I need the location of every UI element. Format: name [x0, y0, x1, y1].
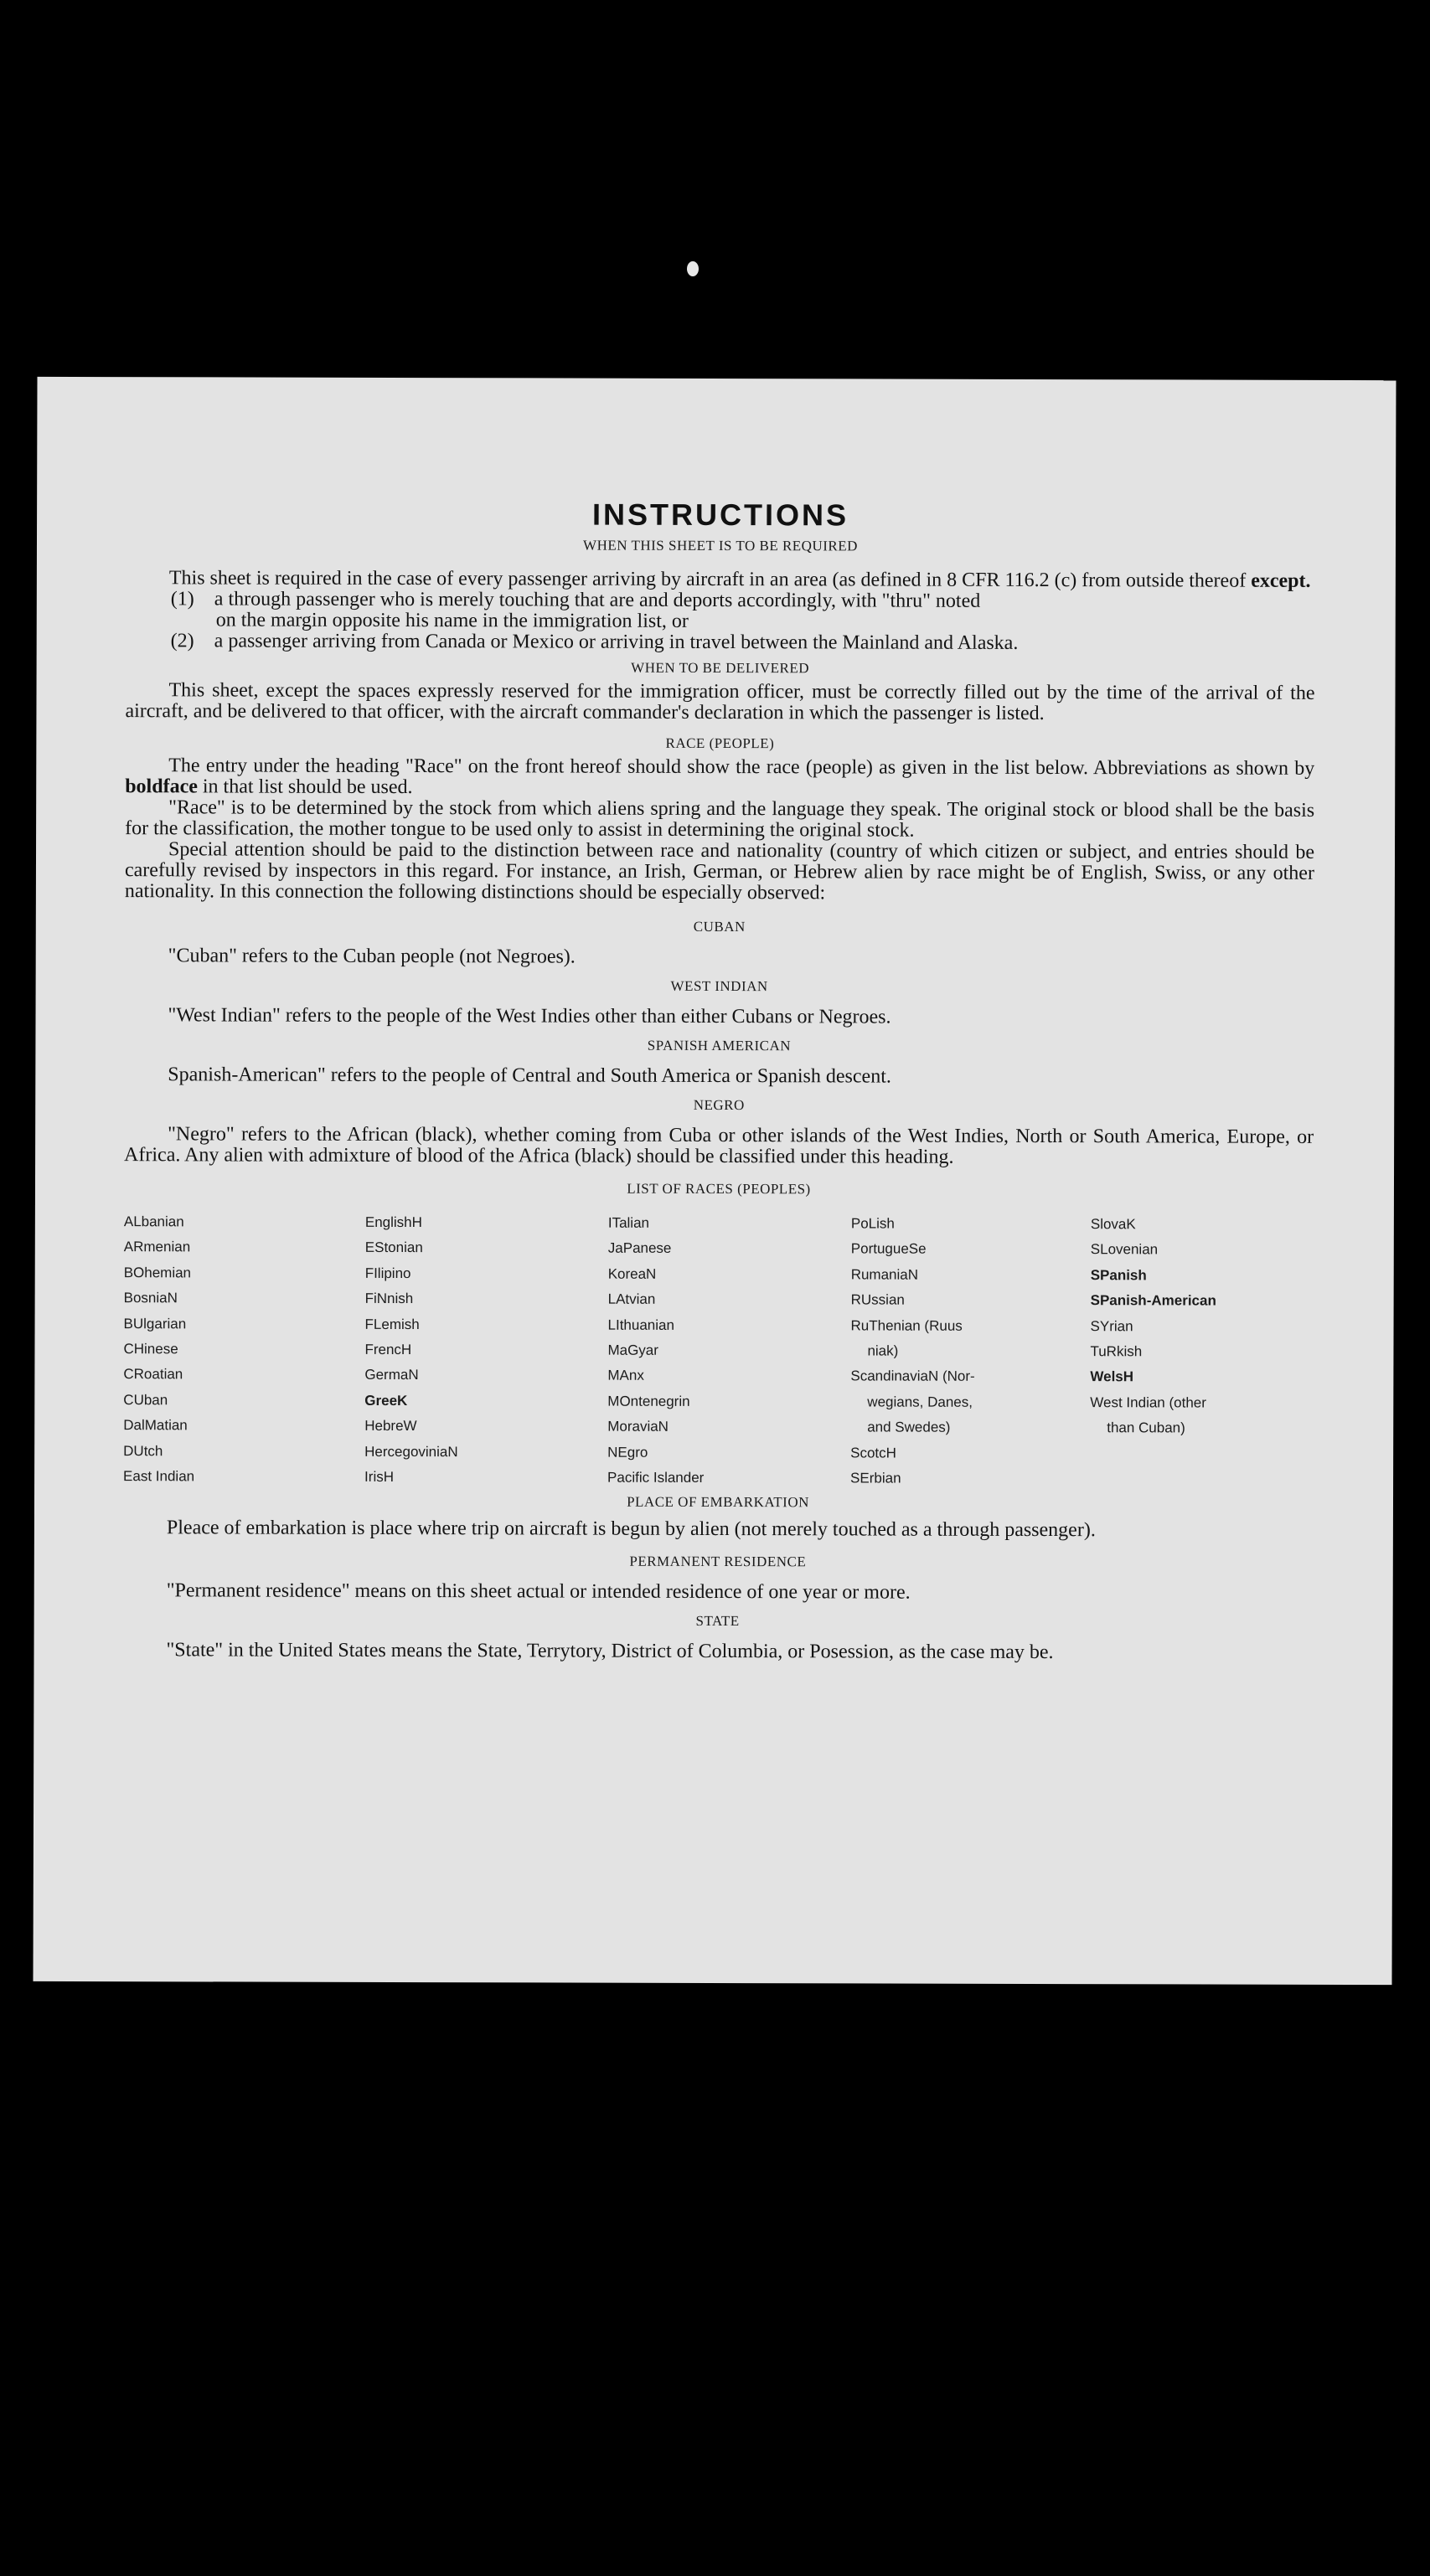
race-item: ARmenian	[123, 1239, 191, 1255]
paragraph-west-indian: "West Indian" refers to the people of the West Indies other than either Cubans or Negroes.	[168, 1004, 891, 1028]
heading-when-delivered: WHEN TO BE DELIVERED	[631, 659, 810, 677]
races-table	[123, 1209, 1314, 1492]
except-word: except.	[1251, 569, 1311, 592]
heading-list-of-races: LIST OF RACES (PEOPLES)	[627, 1180, 811, 1198]
heading-negro: NEGRO	[693, 1096, 745, 1114]
paragraph-required-text: This sheet is required in the case of every passenger arriving by aircraft in an area (as defined in 8 CFR 116.2 (c) from outside thereof	[168, 567, 1247, 592]
race-item: SLovenian	[1090, 1241, 1159, 1258]
exception-number-2: (2)	[170, 630, 194, 652]
race-item: TuRkish	[1090, 1343, 1143, 1360]
race-item: HercegoviniaN	[364, 1443, 458, 1460]
race-item: BUlgarian	[123, 1315, 187, 1332]
boldface-word: boldface	[125, 775, 198, 798]
races-column-3	[607, 1211, 851, 1492]
race-item: DalMatian	[123, 1417, 188, 1434]
races-column-5	[1090, 1212, 1309, 1492]
race-item: GermaN	[364, 1367, 419, 1383]
race-item: EStonian	[364, 1239, 423, 1256]
race-item: NEgro	[607, 1444, 648, 1461]
race-item: CRoatian	[123, 1366, 183, 1383]
races-column-2	[364, 1210, 608, 1491]
race-item: IrisH	[364, 1468, 395, 1486]
paragraph-race-2: "Race" is to be determined by the stock from which aliens spring and the language they speak. The original stock or blood shall be the basis for the classification, the mother tongue to be used only to assist in determining the original stock.	[125, 796, 1315, 842]
heading-permanent-residence: PERMANENT RESIDENCE	[629, 1553, 807, 1570]
race-item: East Indian	[123, 1468, 195, 1485]
race-item: Pacific Islander	[607, 1469, 705, 1486]
race-item: RUssian	[850, 1291, 905, 1308]
heading-west-indian: WEST INDIAN	[670, 977, 768, 995]
exception-item-1-cont: on the margin opposite his name in the immigration list, or	[215, 609, 689, 632]
paragraph-permanent-residence: "Permanent residence" means on this sheet actual or intended residence of one year or more.	[166, 1579, 911, 1605]
race-item: than Cuban)	[1107, 1419, 1185, 1436]
race-item: MAnx	[607, 1368, 644, 1384]
race-item: PortugueSe	[850, 1240, 927, 1258]
race-item: SlovaK	[1090, 1216, 1136, 1233]
race-item: wegians, Danes,	[867, 1394, 973, 1410]
heading-cuban: CUBAN	[693, 918, 746, 935]
race-item: and Swedes)	[867, 1419, 951, 1435]
race-item: SYrian	[1090, 1317, 1133, 1334]
race-item: RuThenian (Ruus	[850, 1317, 963, 1334]
race-item: CHinese	[123, 1341, 178, 1358]
heading-state: STATE	[695, 1613, 740, 1630]
race-item: ScandinaviaN (Nor-	[850, 1368, 975, 1385]
race-1-text-a: The entry under the heading "Race" on the front hereof should show the race (people) as given in the list below. Abbreviations as shown by	[168, 755, 1315, 780]
race-item: KoreaN	[607, 1265, 657, 1282]
heading-spanish-american: SPANISH AMERICAN	[647, 1037, 792, 1054]
race-item: LIthuanian	[607, 1316, 674, 1333]
race-item: JaPanese	[607, 1240, 672, 1257]
paragraph-negro: "Negro" refers to the African (black), whether coming from Cuba or other islands of the West Indies, North or South America, Europe, or Africa. Any alien with admixture of blood of the Africa (black) should be classified under this heading.	[124, 1123, 1314, 1168]
heading-place-of-embarkation: PLACE OF EMBARKATION	[627, 1494, 809, 1511]
exception-number-1: (1)	[170, 588, 194, 611]
race-item: BOhemian	[123, 1264, 192, 1281]
race-item: DUtch	[123, 1442, 163, 1459]
race-item: MaGyar	[607, 1342, 658, 1358]
race-item: niak)	[867, 1342, 899, 1359]
race-item: CUban	[123, 1391, 168, 1409]
race-item: HebreW	[364, 1418, 417, 1435]
paragraph-spanish-american: Spanish-American" refers to the people of Central and South America or Spanish descent.	[168, 1064, 891, 1088]
exception-text-1: a through passenger who is merely touching that are and deports accordingly, with "thru" noted	[214, 588, 981, 612]
race-item: MoraviaN	[607, 1418, 669, 1435]
heading-when-required: WHEN THIS SHEET IS TO BE REQUIRED	[583, 537, 858, 554]
instruction-sheet	[33, 377, 1396, 1985]
race-item: West Indian (other	[1090, 1394, 1206, 1411]
paragraph-race-1	[125, 755, 1314, 801]
race-item: RumaniaN	[850, 1266, 919, 1283]
race-item: ScotcH	[850, 1445, 896, 1461]
race-item: SPanish-American	[1090, 1292, 1216, 1309]
race-item: FrencH	[364, 1341, 412, 1358]
exception-text-2: a passenger arriving from Canada or Mexico or arriving in travel between the Mainland and Alaska.	[214, 630, 1019, 654]
race-item: SPanish	[1090, 1266, 1147, 1284]
paragraph-race-3: Special attention should be paid to the distinction between race and nationality (country of which citizen or subject, and entries should be carefully revised by inspectors in this regard. For instance, an Irish, German, or Hebrew alien by race might be of English, Swiss, or any other nationality. In this connection the following distinctions should be especially observed:	[124, 838, 1315, 904]
races-column-4	[850, 1211, 1091, 1492]
paragraph-delivered: This sheet, except the spaces expressly reserved for the immigration officer, must be correctly filled out by the time of the arrival of the aircraft, and be delivered to that officer, with the aircraft commander's declaration in which the passenger is listed.	[125, 679, 1315, 725]
race-item: ALbanian	[123, 1213, 184, 1230]
race-item: PoLish	[850, 1215, 895, 1232]
paragraph-cuban: "Cuban" refers to the Cuban people (not Negroes).	[168, 945, 576, 968]
page-title: INSTRUCTIONS	[592, 497, 849, 533]
heading-race: RACE (PEOPLE)	[665, 734, 775, 752]
scan-speck	[687, 261, 699, 276]
race-item: BosniaN	[123, 1290, 178, 1306]
race-item: FLemish	[364, 1316, 420, 1332]
races-column-1	[123, 1209, 365, 1490]
race-item: WelsH	[1090, 1368, 1134, 1385]
race-item: SErbian	[850, 1470, 901, 1486]
paragraph-place-of-embarkation: Pleace of embarkation is place where trip on aircraft is begun by alien (not merely touched as a through passenger).	[166, 1517, 1096, 1542]
race-1-text-b: in that list should be used.	[202, 775, 413, 799]
race-item: ITalian	[607, 1214, 650, 1231]
paragraph-state: "State" in the United States means the State, Terrytory, District of Columbia, or Posession, as the case may be.	[166, 1639, 1054, 1664]
race-item: GreeK	[364, 1392, 408, 1409]
race-item: LAtvian	[607, 1291, 656, 1308]
race-item: FIlipino	[364, 1265, 411, 1281]
race-item: FiNnish	[364, 1291, 414, 1307]
race-item: EnglishH	[364, 1213, 422, 1231]
exception-item-2	[126, 631, 1315, 655]
race-item: MOntenegrin	[607, 1393, 690, 1409]
